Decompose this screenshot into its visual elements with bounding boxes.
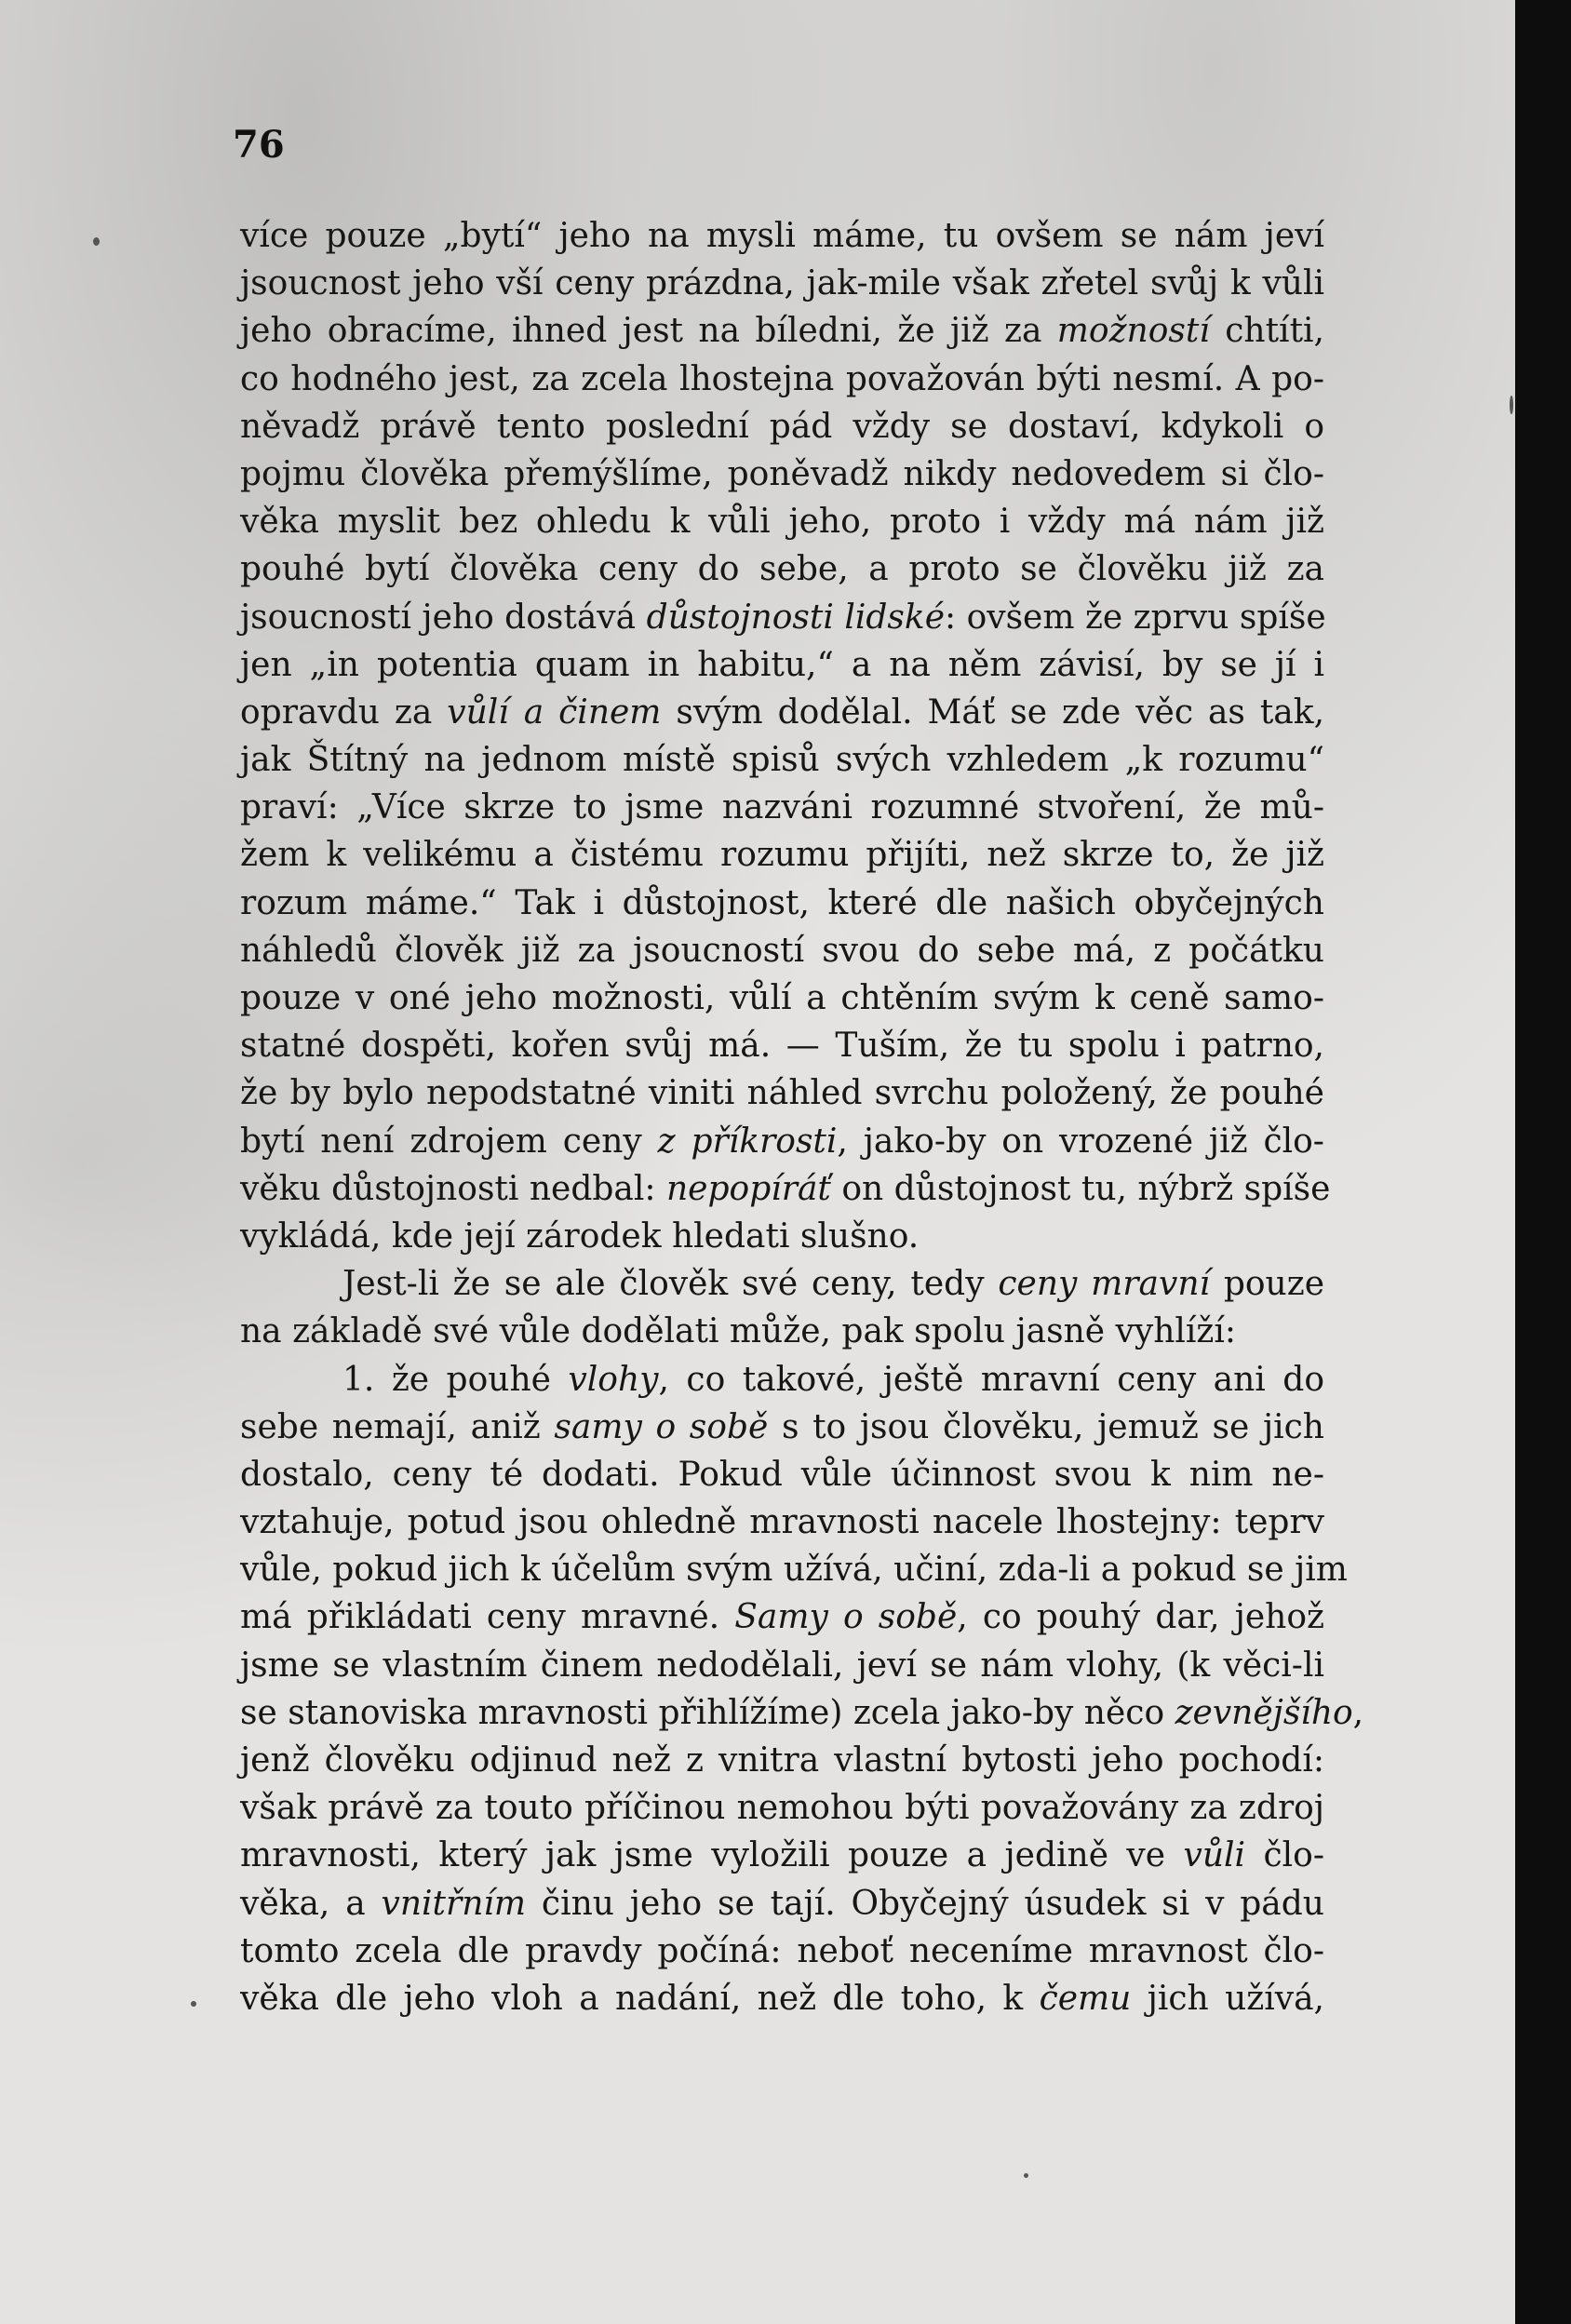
text-run: bytí není zdrojem ceny	[240, 1122, 658, 1161]
body-text	[240, 212, 1364, 2022]
italic-text: vlohy	[568, 1360, 659, 1399]
text-line: vůle, pokud jich k účelům svým užívá, učiní, zda-li a pokud se jim	[240, 1551, 1348, 1590]
text-line: něvadž právě tento poslední pád vždy se dostaví, kdykoli o	[240, 407, 1324, 446]
text-line: vztahuje, potud jsou ohledně mravnosti nacele lhostejny: teprv	[240, 1503, 1324, 1542]
text-line	[240, 1165, 1331, 1213]
print-speck	[191, 2001, 196, 2007]
text-line: jak Štítný na jednom místě spisů svých vzhledem „k rozumu“	[240, 741, 1324, 780]
print-speck	[1024, 2173, 1028, 2178]
italic-text: čemu	[1039, 1979, 1132, 2018]
text-line: dostalo, ceny té dodati. Pokud vůle účinnost svou k nim ne-	[240, 1455, 1324, 1494]
text-line	[240, 689, 1324, 736]
text-run: věka, a	[240, 1884, 382, 1923]
text-run: jich užívá,	[1131, 1979, 1324, 2018]
text-line	[240, 307, 1324, 355]
text-run: : ovšem že zprvu spíše	[945, 598, 1326, 637]
text-run: , co takové, ještě mravní ceny ani do	[658, 1360, 1325, 1399]
italic-text: vůlí a činem	[447, 692, 662, 732]
print-speck	[1510, 396, 1513, 414]
text-line	[240, 1404, 1324, 1451]
text-run: opravdu za	[240, 692, 448, 732]
italic-text: samy o sobě	[554, 1407, 769, 1446]
text-line: statné dospěti, kořen svůj má. — Tuším, že tu spolu i patrno,	[240, 1027, 1324, 1066]
text-run: ,	[1352, 1693, 1364, 1732]
italic-text: z příkrosti	[657, 1122, 838, 1161]
text-line	[240, 1880, 1324, 1928]
text-run: , co pouhý dar, jehož	[957, 1598, 1324, 1637]
text-line	[240, 1689, 1364, 1737]
text-line: na základě své vůle dodělati může, pak spolu jasně vyhlíží:	[240, 1312, 1237, 1351]
text-line: jen „in potentia quam in habitu,“ a na něm závisí, by se jí i	[240, 645, 1324, 684]
italic-text: vnitřním	[381, 1884, 527, 1923]
text-line	[240, 1356, 1324, 1404]
text-line: pouhé bytí člověka ceny do sebe, a proto se člověku již za	[240, 550, 1324, 589]
text-run: 1. že pouhé	[342, 1360, 569, 1399]
text-line	[240, 1832, 1324, 1879]
print-speck	[93, 237, 100, 246]
text-run: sebe nemají, aniž	[240, 1407, 555, 1446]
text-run: on důstojnost tu, nýbrž spíše	[830, 1169, 1331, 1208]
text-run: Jest-li že se ale člověk své ceny, tedy	[342, 1265, 999, 1304]
scan-edge	[1515, 0, 1571, 2324]
text-line: rozum máme.“ Tak i důstojnost, které dle našich obyčejných	[240, 883, 1324, 922]
text-line: jenž člověku odjinud než z vnitra vlastní bytosti jeho pochodí:	[240, 1741, 1324, 1780]
text-line: praví: „Více skrze to jsme nazváni rozumné stvoření, že mů-	[240, 788, 1324, 827]
italic-text: možností	[1056, 312, 1210, 351]
text-run: věku důstojnosti nedbal:	[240, 1169, 666, 1208]
text-run: jsoucností jeho dostává	[240, 598, 647, 637]
text-line: jsoucnost jeho vší ceny prázdna, jak-mile však zřetel svůj k vůli	[240, 264, 1324, 303]
text-line	[240, 1975, 1324, 2022]
text-line	[240, 1260, 1324, 1308]
italic-text: zevnějšího	[1175, 1693, 1353, 1732]
italic-text: Samy o sobě	[734, 1598, 958, 1637]
text-line: co hodného jest, za zcela lhostejna považován býti nesmí. A po-	[240, 359, 1324, 398]
text-run: pouze	[1210, 1265, 1324, 1304]
text-line: více pouze „bytí“ jeho na mysli máme, tu ovšem se nám jeví	[240, 217, 1324, 255]
text-line: pojmu člověka přemýšlíme, poněvadž nikdy nedovedem si člo-	[240, 454, 1324, 493]
text-run: má přikládati ceny mravné.	[240, 1598, 735, 1637]
text-run: činu jeho se tají. Obyčejný úsudek si v pádu	[526, 1884, 1324, 1923]
page-number: 76	[233, 123, 285, 167]
text-run: se stanoviska mravnosti přihlížíme) zcela jako-by něco	[240, 1693, 1175, 1732]
text-line: však právě za touto příčinou nemohou býti považovány za zdroj	[240, 1789, 1324, 1828]
text-run: svým dodělal. Máť se zde věc as tak,	[661, 692, 1325, 732]
text-line: vykládá, kde její zárodek hledati slušno.	[240, 1216, 920, 1256]
text-run: s to jsou člověku, jemuž se jich	[768, 1407, 1324, 1446]
text-line: jsme se vlastním činem nedodělali, jeví se nám vlohy, (k věci-li	[240, 1646, 1324, 1685]
italic-text: důstojnosti lidské	[646, 598, 945, 637]
text-line	[240, 1118, 1324, 1165]
text-run: člo-	[1245, 1836, 1324, 1875]
text-run: jeho obracíme, ihned jest na bíledni, že již za	[240, 312, 1057, 351]
text-run: chtíti,	[1209, 312, 1324, 351]
text-line: žem k velikému a čistému rozumu přijíti, než skrze to, že již	[240, 836, 1324, 875]
italic-text: vůli	[1183, 1836, 1246, 1875]
text-line	[240, 594, 1324, 641]
italic-text: nepopíráť	[665, 1169, 831, 1208]
text-line: náhledů člověk již za jsoucností svou do sebe má, z počátku	[240, 931, 1324, 970]
text-run: věka dle jeho vloh a nadání, než dle toho, k	[240, 1979, 1040, 2018]
text-run: , jako-by on vrozené již člo-	[837, 1122, 1324, 1161]
text-line	[240, 1593, 1324, 1641]
text-line: pouze v oné jeho možnosti, vůlí a chtěním svým k ceně samo-	[240, 979, 1324, 1017]
text-line: věka myslit bez ohledu k vůli jeho, proto i vždy má nám již	[240, 503, 1324, 542]
text-line: tomto zcela dle pravdy počíná: neboť neceníme mravnost člo-	[240, 1931, 1324, 1970]
text-run: mravnosti, který jak jsme vyložili pouze a jedině ve	[240, 1836, 1184, 1875]
italic-text: ceny mravní	[998, 1265, 1211, 1304]
text-line: že by bylo nepodstatné viniti náhled svrchu položený, že pouhé	[240, 1074, 1324, 1113]
